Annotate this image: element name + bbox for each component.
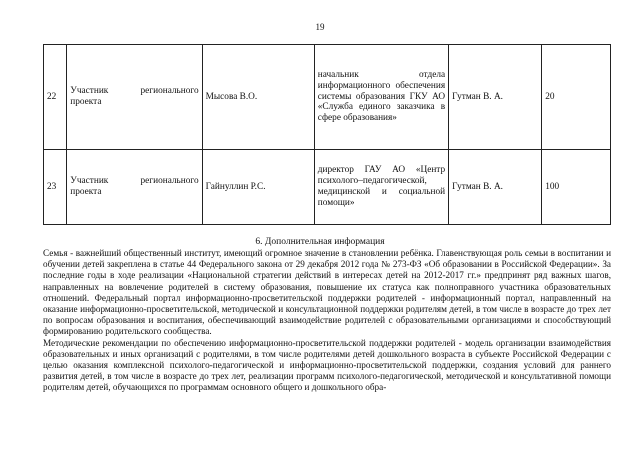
role-word: регионального — [140, 176, 199, 187]
row-number: 22 — [44, 45, 67, 150]
participation-value: 100 — [542, 150, 611, 225]
page-number: 19 — [315, 22, 325, 32]
paragraph: Методические рекомендации по обеспечению информационно-просветительской поддержки родителей - модель организации взаимодействия образовательных и иных организаций с родителями, в том числе родителями детей дошкольного возраста в субъекте Российской Федерации с целью оказания комплексной психолого-педагогической и информационно-просветительской поддержки, создания условий для раннего развития детей, в том числе в возрасте до трех лет, реализации программ психолого-педагогической, методической и консультативной помощи родителям детей, обучающихся по программам основного общего и дошкольного обра- — [43, 337, 611, 393]
table-row — [44, 45, 611, 150]
role-word: проекта — [70, 187, 102, 197]
participant-position: директор ГАУ АО «Центр психолого–педагогической, медицинской и социальной помощи» — [314, 150, 448, 225]
role-word: Участник — [70, 86, 109, 97]
role-cell — [67, 45, 202, 150]
role-word: проекта — [70, 97, 102, 107]
supervisor-name: Гутман В. А. — [449, 150, 542, 225]
section-heading: 6. Дополнительная информация — [255, 237, 385, 247]
participant-name: Мысова В.О. — [202, 45, 314, 150]
participant-position: начальник отдела информационного обеспечения системы образования ГКУ АО «Служба единого заказчика в сфере образования» — [314, 45, 448, 150]
section-body — [43, 248, 611, 394]
project-participants-table — [43, 44, 611, 225]
role-word: регионального — [140, 86, 199, 97]
role-word: Участник — [70, 176, 109, 187]
row-number: 23 — [44, 150, 67, 225]
paragraph: Семья - важнейший общественный институт, имеющий огромное значение в становлении ребёнка. Главенствующая роль семьи в воспитании и обучении детей закреплена в статье 44 Федерального закона от 29 декабря 2012 года № 273-ФЗ «Об образовании в Российской Федерации». За последние годы в ходе реализации «Национальной стратегии действий в интересах детей на 2012-2017 гг.» предпринят ряд важных шагов, направленных на вовлечение родителей в систему образования, повышение их статуса как полноправного участника образовательных отношений. Федеральный портал информационно-просветительской поддержки родителей - информационный портал, направленный на оказание информационно-просветительской, методической и консультационной поддержки родителям детей, в том числе в возрасте до трех лет по вопросам образования и воспитания, обеспечивающий взаимодействие родителей с образовательными организациями и способствующий формированию родительского сообщества. — [43, 248, 611, 337]
supervisor-name: Гутман В. А. — [449, 45, 542, 150]
role-cell — [67, 150, 202, 225]
participant-name: Гайнуллин Р.С. — [202, 150, 314, 225]
participation-value: 20 — [542, 45, 611, 150]
table-row — [44, 150, 611, 225]
